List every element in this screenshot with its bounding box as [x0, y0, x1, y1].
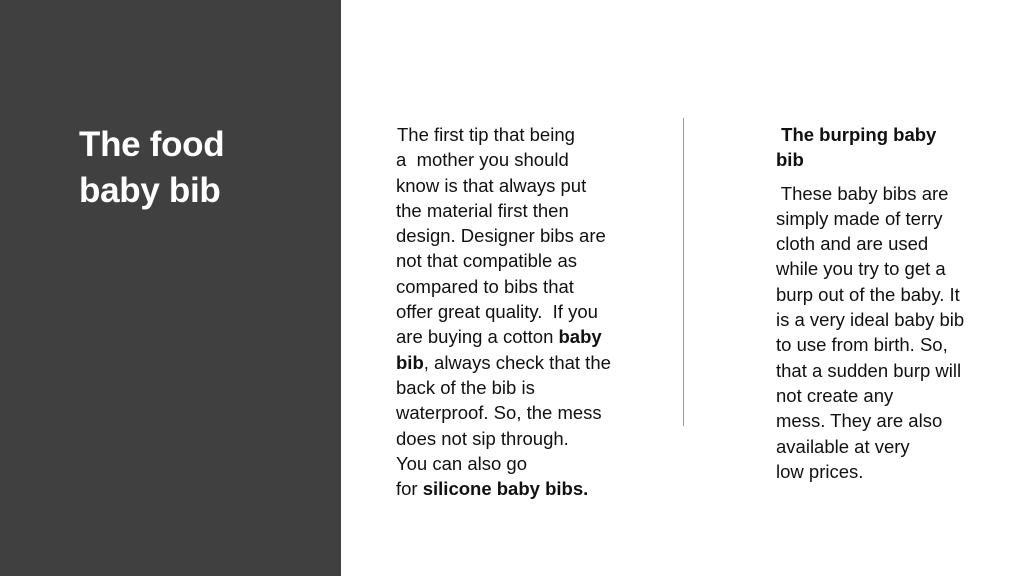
text-line: that a sudden burp will: [776, 359, 962, 381]
text-line: not that compatible as: [396, 250, 577, 272]
column-divider: [683, 118, 684, 426]
slide-title-line: baby bib: [79, 171, 221, 210]
text-line: The first tip that being: [397, 124, 575, 145]
text-line: is a very ideal baby bib: [776, 309, 965, 331]
food-bib-text-column: [396, 122, 648, 501]
text-line: cloth and are used: [776, 233, 929, 255]
text-line: [396, 350, 648, 375]
text-line: back of the bib is: [396, 376, 535, 398]
slide-title: [79, 122, 319, 214]
text-line: burp out of the baby. It: [776, 283, 960, 305]
text-line: mess. They are also: [776, 410, 943, 432]
text-segment: , always check that the: [423, 351, 611, 373]
title-panel: [0, 0, 341, 576]
text-line: [396, 476, 648, 501]
text-line: These baby bibs are: [776, 182, 949, 204]
text-line: does not sip through.: [396, 427, 569, 449]
slide-title-line: The food: [79, 125, 225, 164]
section-heading: bib: [776, 149, 804, 171]
text-line: simply made of terry: [776, 207, 943, 229]
section-heading: The burping baby: [776, 124, 937, 145]
text-line: a mother you should: [396, 149, 569, 171]
text-line: not create any: [776, 384, 894, 406]
text-line: You can also go: [396, 452, 527, 474]
text-line: [396, 324, 648, 349]
text-line: while you try to get a: [776, 258, 946, 280]
text-line: design. Designer bibs are: [396, 225, 606, 247]
baby-bib-link-text: baby: [558, 326, 602, 348]
text-line: offer great quality. If you: [396, 301, 598, 323]
text-line: the material first then: [396, 199, 569, 221]
text-line: available at very: [776, 435, 910, 457]
text-line: low prices.: [776, 460, 864, 482]
text-line: know is that always put: [396, 174, 587, 196]
text-segment: are buying a cotton: [396, 326, 559, 348]
burping-bib-text-column: [776, 122, 1008, 484]
silicone-baby-bibs-link-text: silicone baby bibs.: [422, 478, 589, 500]
text-line: to use from birth. So,: [776, 334, 948, 356]
spacer: [776, 173, 1008, 181]
text-line: compared to bibs that: [396, 275, 574, 297]
text-line: waterproof. So, the mess: [396, 402, 602, 424]
text-segment: for: [396, 478, 423, 500]
baby-bib-link-text: bib: [396, 351, 424, 373]
